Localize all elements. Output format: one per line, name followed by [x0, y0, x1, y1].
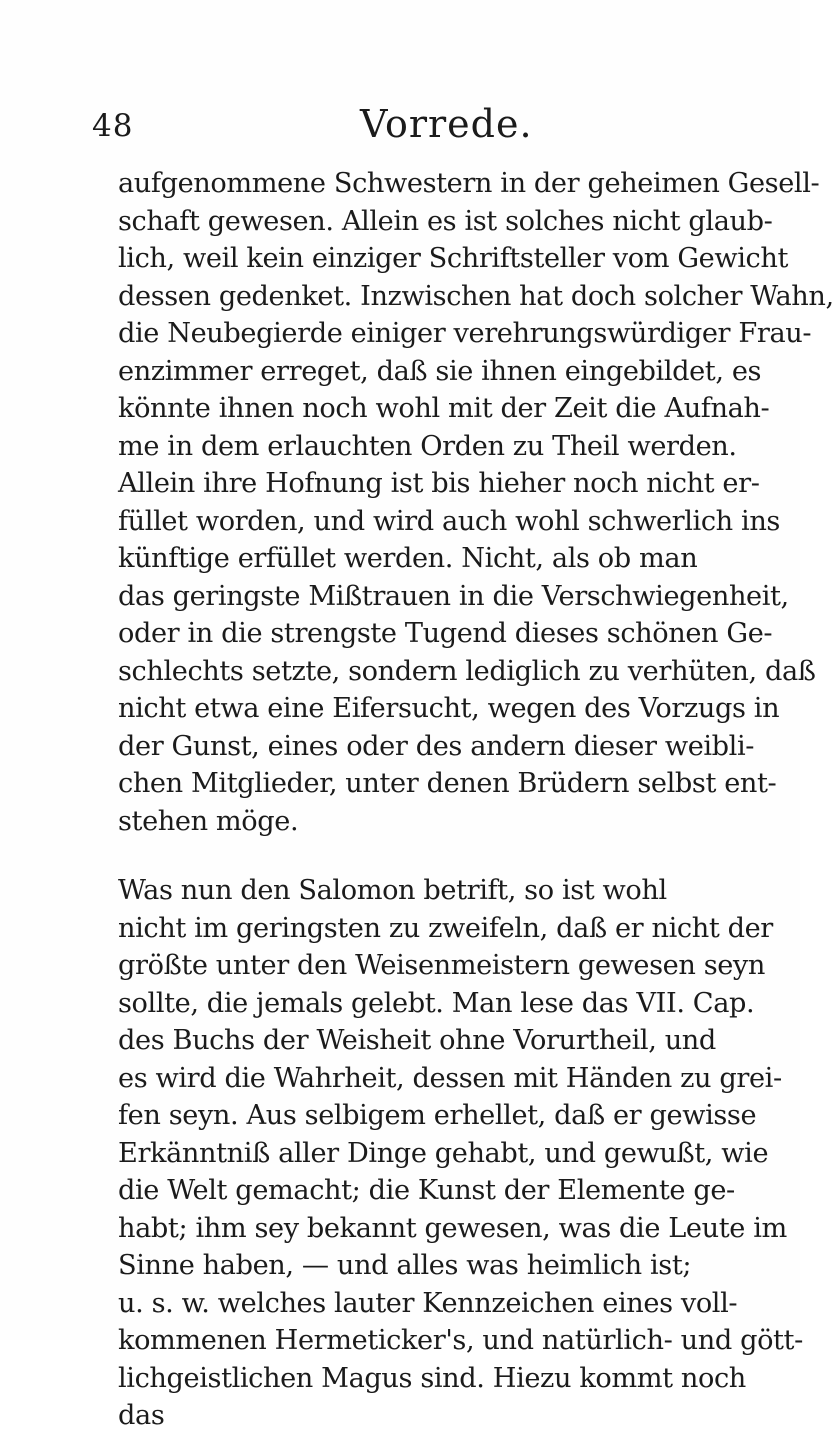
text-line: das geringste Mißtrauen in die Verschwiegenheit, — [118, 580, 789, 612]
text-line: dessen gedenket. Inzwischen hat doch solcher Wahn, — [118, 280, 834, 312]
text-line: die Neubegierde einiger verehrungswürdiger Frau- — [118, 318, 812, 349]
page-header — [92, 102, 712, 156]
text-line: schaft gewesen. Allein es ist solches nicht glaub- — [118, 205, 773, 237]
text-line: sollte, die jemals gelebt. Man lese das VII. Cap. — [118, 987, 755, 1019]
text-line: das — [118, 1400, 165, 1431]
paragraph — [118, 165, 834, 840]
text-line: lich, weil kein einziger Schriftsteller vom Gewicht — [118, 243, 788, 274]
text-line: des Buchs der Weisheit ohne Vorurtheil, und — [118, 1025, 716, 1056]
text-line: enzimmer erreget, daß sie ihnen eingebildet, es — [118, 355, 762, 387]
text-line: Sinne haben, — und alles was heimlich ist; — [118, 1250, 692, 1281]
text-line: u. s. w. welches lauter Kennzeichen eines voll- — [118, 1287, 738, 1319]
text-line: nicht im geringsten zu zweifeln, daß er nicht der — [118, 912, 773, 944]
text-line: aufgenommene Schwestern in der geheimen Gesell- — [118, 168, 820, 199]
text-line: kommenen Hermeticker's, und natürlich- und gött- — [118, 1325, 803, 1356]
text-line: Erkänntniß aller Dinge gehabt, und gewußt, wie — [118, 1137, 769, 1169]
text-line: Allein ihre Hofnung ist bis hieher noch nicht er- — [118, 468, 760, 499]
paragraph-gap — [118, 840, 708, 872]
text-line: lichgeistlichen Magus sind. Hiezu kommt noch — [118, 1362, 746, 1394]
text-line: fen seyn. Aus selbigem erhellet, daß er gewisse — [118, 1100, 757, 1131]
text-line: Was nun den Salomon betrift, so ist wohl — [118, 875, 667, 906]
text-line: es wird die Wahrheit, dessen mit Händen zu grei- — [118, 1062, 782, 1094]
text-line: me in dem erlauchten Orden zu Theil werden. — [118, 430, 737, 462]
body-text — [118, 165, 834, 1435]
text-line: füllet worden, und wird auch wohl schwerlich ins — [118, 505, 780, 537]
text-line: chen Mitglieder, unter denen Brüdern selbst ent- — [118, 768, 777, 799]
text-line: künftige erfüllet werden. Nicht, als ob man — [118, 543, 698, 574]
running-title: Vorrede. — [360, 102, 533, 146]
text-line: schlechts setzte, sondern lediglich zu verhüten, daß — [118, 655, 816, 687]
text-line: der Gunst, eines oder des andern dieser weibli- — [118, 730, 755, 762]
paragraph — [118, 872, 803, 1435]
text-line: die Welt gemacht; die Kunst der Elemente ge- — [118, 1175, 735, 1206]
text-line: größte unter den Weisenmeistern gewesen seyn — [118, 950, 766, 981]
text-line: stehen möge. — [118, 805, 299, 837]
text-line: könnte ihnen noch wohl mit der Zeit die Aufnah- — [118, 393, 770, 424]
text-line: oder in die strengste Tugend dieses schönen Ge- — [118, 618, 773, 649]
text-line: nicht etwa eine Eifersucht, wegen des Vorzugs in — [118, 693, 780, 724]
text-line: habt; ihm sey bekannt gewesen, was die Leute im — [118, 1212, 787, 1244]
page-number: 48 — [92, 108, 134, 144]
